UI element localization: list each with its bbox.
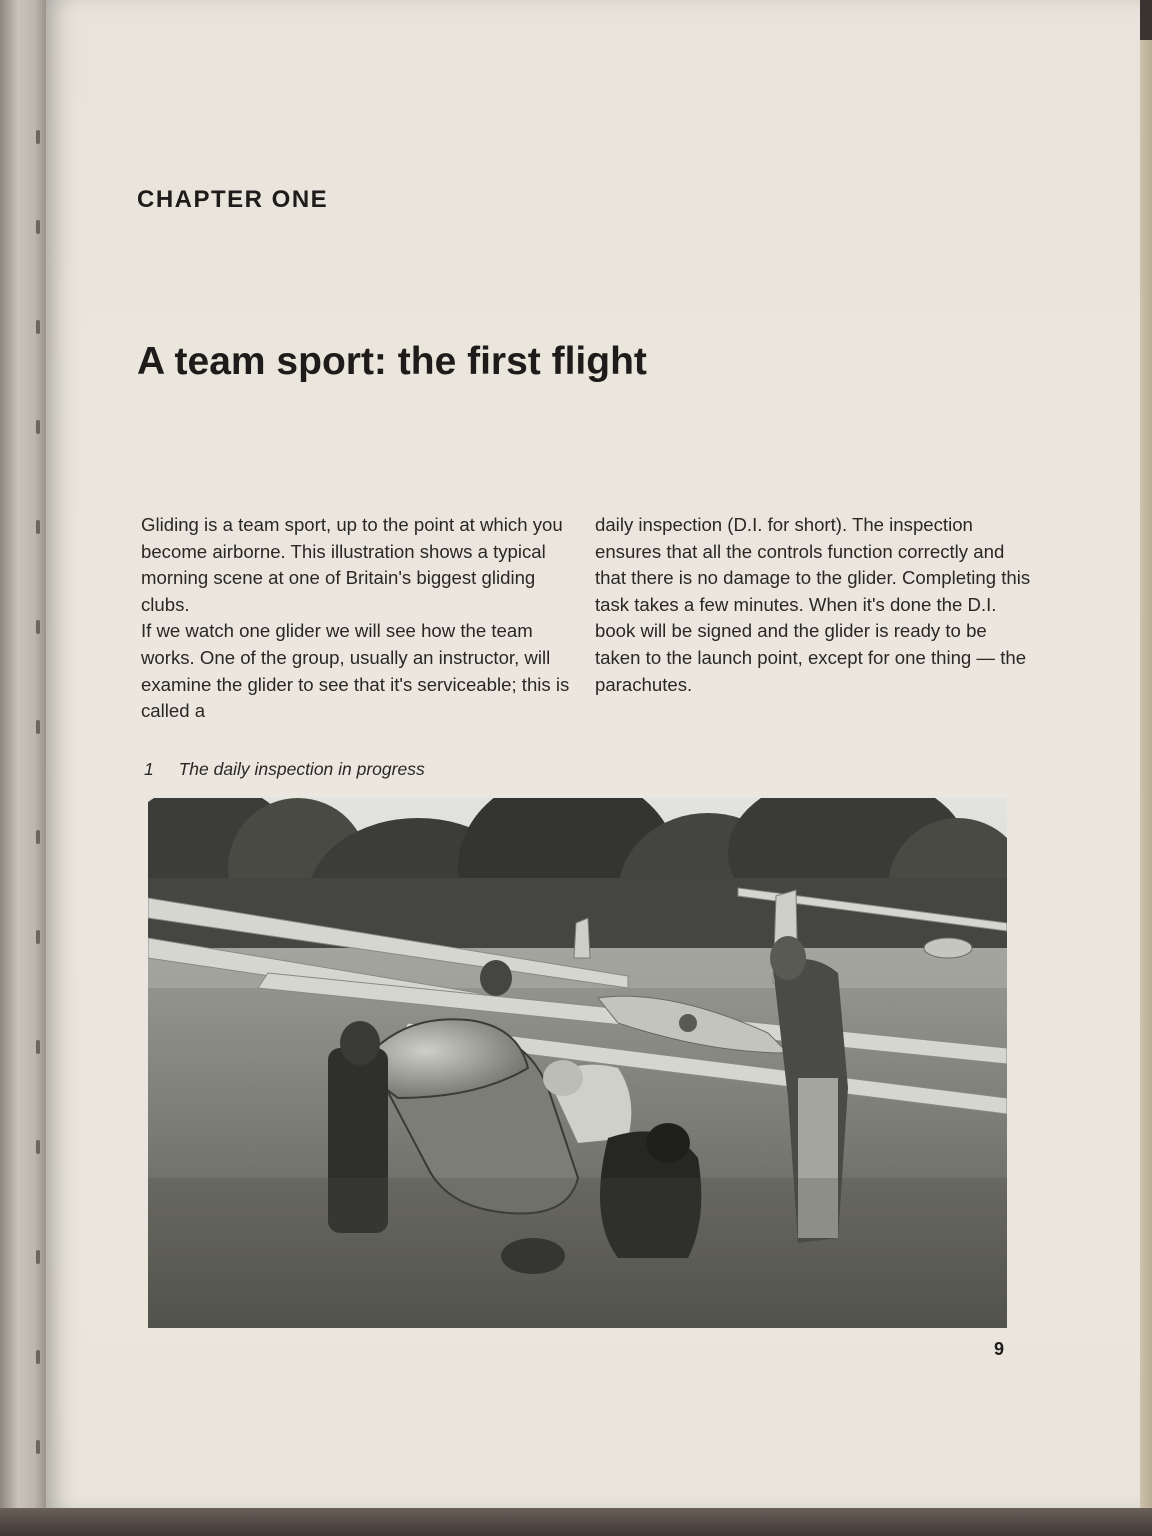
chapter-label: CHAPTER ONE	[137, 186, 329, 213]
table-surface	[0, 1508, 1152, 1536]
chapter-title: A team sport: the first flight	[137, 340, 647, 383]
figure-caption-text: The daily inspection in progress	[178, 759, 425, 779]
paragraph: If we watch one glider we will see how the team works. One of the group, usually an instructor, will examine the glider to see that it's serviceable; this is called a	[141, 620, 570, 722]
page-number: 9	[994, 1339, 1005, 1359]
figure-caption	[144, 759, 425, 780]
body-column-right	[595, 512, 1035, 698]
paragraph: Gliding is a team sport, up to the point at which you become airborne. This illustration shows a typical morning scene at one of Britain's biggest gliding clubs.	[141, 514, 563, 615]
figure-photo-gliders	[148, 798, 1007, 1328]
figure-number: 1	[144, 759, 154, 779]
paragraph: daily inspection (D.I. for short). The inspection ensures that all the controls function correctly and that there is no damage to the glider. Completing this task takes a few minutes. When it's done the D.I. book will be signed and the glider is ready to be taken to the launch point, except for one thing — the parachutes.	[595, 514, 1031, 695]
body-column-left	[141, 512, 581, 725]
